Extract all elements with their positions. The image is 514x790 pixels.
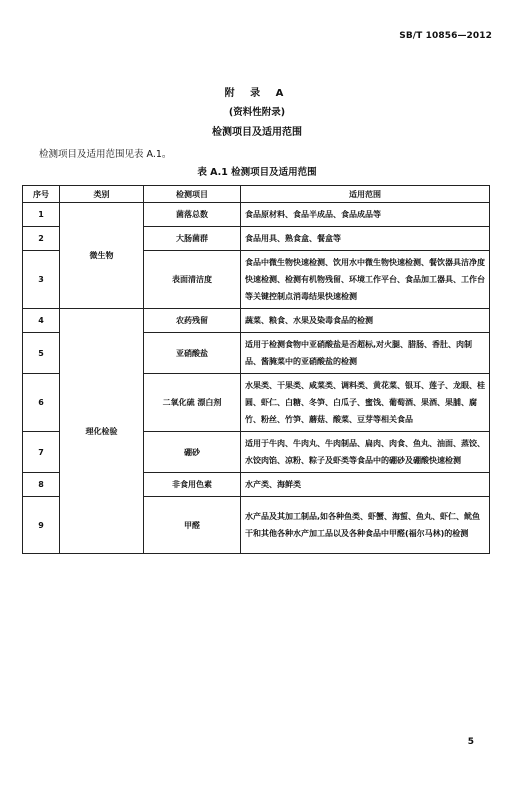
category-cell: 理化检验 — [60, 309, 144, 554]
detection-item: 甲醛 — [144, 497, 241, 554]
column-header-scope: 适用范围 — [241, 186, 490, 203]
table-caption: 表 A.1 检测项目及适用范围 — [197, 167, 317, 178]
category-cell: 微生物 — [60, 203, 144, 309]
scope-cell: 适用于牛肉、牛肉丸、牛肉制品、扁肉、肉食、鱼丸、油面、蒸饺、水饺肉馅、凉粉、粽子及虾类等食品中的硼砂及硼酸快速检测 — [241, 432, 490, 473]
row-number: 8 — [23, 473, 60, 497]
detection-items-table — [22, 185, 490, 554]
detection-item: 农药残留 — [144, 309, 241, 333]
intro-text: 检测项目及适用范围见表 A.1。 — [39, 149, 172, 160]
scope-cell: 适用于检测食物中亚硝酸盐是否超标,对火腿、腊肠、香肚、肉制品、酱腌菜中的亚硝酸盐的检测 — [241, 333, 490, 374]
page-number: 5 — [467, 737, 474, 747]
scope-cell: 水产品及其加工制品,如各种鱼类、虾蟹、海蜇、鱼丸、虾仁、鱿鱼干和其他各种水产加工品以及各种食品中甲醛(福尔马林)的检测 — [241, 497, 490, 554]
table-row — [23, 309, 490, 333]
annex-name: 检测项目及适用范围 — [212, 127, 302, 138]
annex-title: 附 录 A — [224, 88, 290, 99]
detection-item: 非食用色素 — [144, 473, 241, 497]
row-number: 2 — [23, 227, 60, 251]
column-header-no: 序号 — [23, 186, 60, 203]
standard-code: SB/T 10856—2012 — [399, 31, 492, 41]
scope-cell: 蔬菜、粮食、水果及染毒食品的检测 — [241, 309, 490, 333]
row-number: 4 — [23, 309, 60, 333]
row-number: 5 — [23, 333, 60, 374]
table-row — [23, 203, 490, 227]
scope-cell: 食品用具、熟食盒、餐盒等 — [241, 227, 490, 251]
scope-cell: 水产类、海鲜类 — [241, 473, 490, 497]
column-header-category: 类别 — [60, 186, 144, 203]
row-number: 6 — [23, 374, 60, 432]
detection-item: 大肠菌群 — [144, 227, 241, 251]
scope-cell: 食品中微生物快速检测、饮用水中微生物快速检测、餐饮器具洁净度快速检测、检测有机物残留、环境工作平台、食品加工器具、工作台等关键控制点消毒结果快速检测 — [241, 251, 490, 309]
annex-type: (资料性附录) — [228, 107, 286, 118]
column-header-item: 检测项目 — [144, 186, 241, 203]
row-number: 7 — [23, 432, 60, 473]
scope-cell: 食品原材料、食品半成品、食品成品等 — [241, 203, 490, 227]
detection-item: 表面清洁度 — [144, 251, 241, 309]
detection-item: 亚硝酸盐 — [144, 333, 241, 374]
detection-item: 二氧化硫 漂白剂 — [144, 374, 241, 432]
detection-item: 硼砂 — [144, 432, 241, 473]
row-number: 1 — [23, 203, 60, 227]
row-number: 3 — [23, 251, 60, 309]
scope-cell: 水果类、干果类、咸菜类、调料类、黄花菜、银耳、莲子、龙眼、桂圆、虾仁、白糖、冬笋、白瓜子、蜜饯、葡萄酒、果酒、果脯、腐竹、粉丝、竹笋、蘑菇、酸菜、豆芽等相关食品 — [241, 374, 490, 432]
row-number: 9 — [23, 497, 60, 554]
detection-item: 菌落总数 — [144, 203, 241, 227]
table-header-row — [23, 186, 490, 203]
